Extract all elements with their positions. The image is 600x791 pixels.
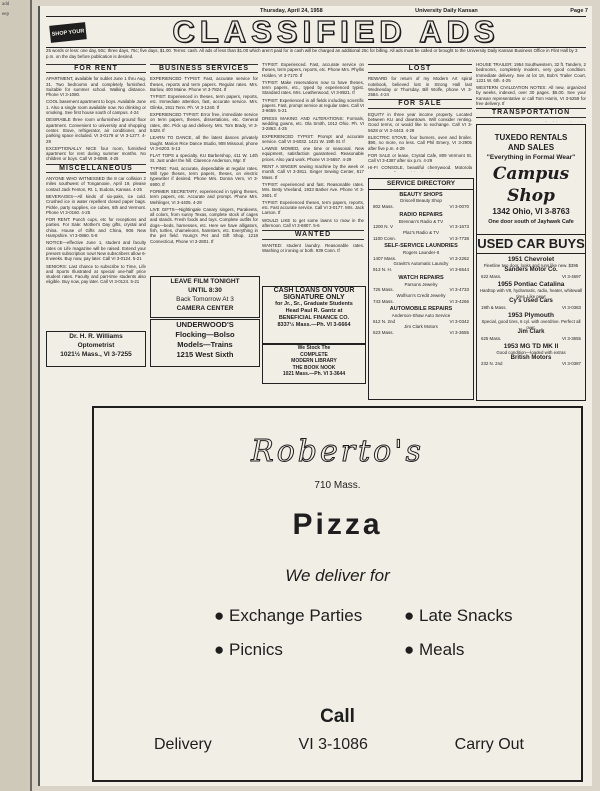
- car-model: 1951 Chevrolet: [507, 256, 555, 263]
- column-business-services: [150, 62, 258, 274]
- ad-line: Optometrist: [77, 342, 115, 349]
- ad-line: COMPLETE: [300, 351, 328, 358]
- ad: [476, 121, 586, 122]
- car-desc: Good condition—loaded with extras: [496, 349, 566, 355]
- directory-phone: VI 3-7738: [449, 235, 469, 241]
- car-dealer: Jim Clark: [517, 329, 545, 336]
- directory-phone: VI 3-0070: [449, 204, 469, 210]
- ad: LIVE GIFTS—Nightingale Canary singers, Parakeets, all colors, from sunny Texas, complete stock of cages and stands. Fresh foods and toys. Complete outfits for dogs—beds, harnesses, etc. Here we have alligators, fish, turtles, chameleons, hamsters, etc. Everything in the pet field. Young's Pet and Gift Shop, 1218 Connecticut, Phone VI 3-2801. tf: [150, 206, 258, 244]
- ad: DRESS MAKING AND ALTERATIONS: Formals, wedding gowns, etc. Ola Smith, 1012 Ohio. Ph. VI 3-2863. 4-25: [262, 115, 364, 132]
- ad: TYPIST: Experienced in theses, term papers, reports, etc. Immediate attention, fast, accurate service. Mrs. Glinka, 1911 Tenn. Ph. VI 3-1240. tf: [150, 94, 258, 110]
- dealer-row: [477, 361, 585, 367]
- directory-row: [369, 299, 473, 305]
- pizza-headline: Pizza: [292, 508, 383, 541]
- car-desc: Hardtop with V8, hydramatic, radio, heater, whitewall tires. Like new!: [479, 287, 583, 299]
- ad-line: UNTIL 8:30: [188, 287, 222, 294]
- ad: TYPIST: Experienced. Fast, accurate service on theses, term papers, reports, etc. Phone Mrs. Phyllis Holden, VI 3-7170. tf: [262, 62, 364, 78]
- shop-your-tag: SHOP YOUR: [49, 22, 87, 43]
- section-heading: MISCELLANEOUS: [46, 164, 146, 173]
- ad: FORMER SECRETARY, experienced in typing theses, term papers, etc. Accurate and prompt. Phone Mrs. Mehlinger, VI 3-4405. 4-29: [150, 188, 258, 205]
- robertos-pizza-ad: [92, 406, 583, 782]
- dealer-phone: VI 3-0387: [561, 361, 581, 367]
- directory-phone: VI 3-2262: [449, 255, 469, 261]
- ad: EXPERIENCED TYPIST: Prompt and accurate service. Call VI 3-6032. 1421 W. 19th St. tf: [262, 133, 364, 144]
- call-label: Call: [320, 706, 355, 727]
- ad-line: CAMERA CENTER: [176, 305, 234, 312]
- classified-banner: [46, 16, 586, 48]
- directory-phone: VI 3-6544: [449, 267, 469, 273]
- directory-name: Brennan's Radio & TV: [398, 218, 444, 224]
- dealer-addr: 19th & Mass.: [481, 304, 507, 310]
- directory-name: Anderson-Shaw Auto Service: [391, 313, 451, 319]
- optometrist-ad: [46, 331, 146, 367]
- directory-name: Parsons Jewelry: [404, 281, 438, 287]
- car-dealer: Sanders Motor Co.: [504, 267, 558, 274]
- ad: SENIORS: Last chance to subscribe to Time, Life and Sports Illustrated at special one-half price student rates. Faculty and part-time students also eligible. Buy now, pay later. Call VI 3-0124. 5-21: [46, 263, 146, 285]
- ad-line: Flocking—Bolso: [175, 330, 235, 339]
- ad: NOTICE—effective June 1, student and faculty rates on Life magazine will be raised. Extend your present subscription now! New subscribers allow 6-8 weeks. Buy now, pay later. Call VI 3-0124. 5-21: [46, 240, 146, 262]
- ad-line: Head Paul R. Gantz at: [285, 308, 343, 314]
- dealer-addr: 625 Mass.: [481, 335, 502, 341]
- directory-addr: 913 N. H.: [373, 267, 393, 273]
- ad: HOUSE TRAILER: 1954 Southwestern, 32 ft. Tandem, 2 bedrooms, completely modern, very good condition. Immediate delivery. See at lot 18, Bob's Trailer Court, 1221 W. 6th. 4-25: [476, 62, 586, 83]
- ad: REWARD for return of my Modern Art spiral notebook, believed lost in Strong Hall last Wednesday or Thursday. Bill Wolfe, phone VI 3-2584. 4-24: [368, 76, 472, 98]
- directory-row: [369, 236, 473, 242]
- bullet-icon: ●: [214, 640, 229, 659]
- ad-line: 8337½ Mass.—Ph. VI 3-6664: [277, 322, 351, 328]
- ad: FLAT TOPS a specialty. KU Barbershop, 411 W. 14th St. Just under the hill. Clarence Anderson, Mgr. tf: [150, 153, 258, 164]
- edge-text: eep: [2, 12, 9, 17]
- delivery-label: Delivery: [154, 736, 212, 753]
- ad: TYPIST: Experienced in all fields including scientific papers. Fast, prompt service at regular rates. Call VI 3-6659. 5-21: [262, 97, 364, 114]
- directory-phone: VI 3-0342: [449, 318, 469, 324]
- bullet-icon: ●: [214, 606, 229, 625]
- we-deliver-line: We deliver for: [285, 566, 390, 585]
- directory-name: Driscell Beauty Shop: [400, 198, 442, 204]
- ad: TYPIST: Make reservations now to have theses, term papers, etc., typed by experienced typist. Standard rates. Mrs. Leatherwood, VI 3-8921. tf: [262, 79, 364, 96]
- occasion-label: Late Snacks: [419, 606, 513, 625]
- directory-name: Plaz's Radio & TV: [402, 229, 440, 235]
- directory-name: Gravitt's Automatic Laundry: [393, 261, 449, 267]
- ad-line: Models—Trains: [177, 340, 233, 349]
- date: Thursday, April 24, 1958: [260, 8, 323, 14]
- ad-line: BENEFICIAL FINANCE CO.: [278, 315, 350, 321]
- ad-line: LEAVE FILM TONIGHT: [170, 278, 240, 285]
- ad: ELECTRIC STOVE, four burners, oven and broiler. $90, no more, no less. Call Phil Emery, VI 3-2905 after five p.m. 4-29: [368, 134, 472, 151]
- ad: EQUITY in three year income property. Located between KU and downtown. Will consider renting. Good terms, or would like to exchange. Call VI 3-5628 or VI 3-4443. 4-28: [368, 111, 472, 133]
- ad-line: for Jr., Sr., Graduate Students: [275, 301, 353, 307]
- used-car-heading: USED CAR BUYS: [477, 235, 585, 254]
- ad-line: UNDERWOOD'S: [176, 320, 234, 329]
- directory-name: Rogers Launder-It: [402, 250, 440, 256]
- bullet-icon: ●: [404, 640, 419, 659]
- dealer-row: [477, 274, 585, 280]
- ad: EXPERIENCED TYPIST: Error free, immediate service on term papers, theses, dissertations, etc. General rates, 40c. Pick up and delivery. Mrs. Tom Brady, VI 3-5428. tf: [150, 112, 258, 133]
- occasion-item: [214, 640, 404, 660]
- dealer-phone: VI 3-3655: [561, 335, 581, 341]
- column-five: [476, 62, 586, 122]
- ad-line: Back Tomorrow At 3: [176, 296, 234, 303]
- section-heading: TRANSPORTATION: [476, 108, 586, 117]
- ad-line: Dr. H. R. Williams: [69, 333, 123, 340]
- carry-out-label: Carry Out: [454, 736, 524, 753]
- directory-phone: VI 3-4266: [449, 298, 469, 304]
- directory-addr: 1100 Conn.: [373, 235, 396, 241]
- delivery-occasions: [214, 606, 534, 660]
- occasion-item: [214, 606, 404, 626]
- car-desc: Special, good tires, 6 cyl. with overdrive. Perfect all over.: [481, 318, 581, 330]
- ad: TYPIST: experienced and fast. Reasonable rates. Mrs. Betty Vreeland, 1933 Barker Ave. Phone VI 3-2601. tf: [262, 181, 364, 198]
- ad-line: 1021 Mass.—Ph. VI 3-3644: [282, 371, 346, 377]
- ad: COOL basement apartment to boys. Available June 1. Also a single room available now. No drinking or smoking. See first house south of campus. 4-24: [46, 99, 146, 116]
- edge-text: add: [2, 2, 10, 7]
- directory-addr: 725 Mass.: [373, 287, 394, 293]
- directory-section: AUTOMOBILE REPAIRS: [389, 306, 453, 313]
- book-nook-ad: [262, 344, 366, 384]
- directory-name: Jim Clark Motors: [404, 324, 438, 330]
- column-lost-for-sale: [368, 62, 472, 172]
- occasion-label: Meals: [419, 640, 465, 659]
- ad-line: THE BOOK NOOK: [292, 364, 336, 371]
- ad: DESIRABLE three room unfurnished ground floor apartment. Convenient to university and shopping center. Stove, refrigerator, air conditioner, and parking space included. VI 3-0179 or VI 3-1277. 4-29: [46, 117, 146, 144]
- pizza-phone: VI 3-1086: [298, 736, 368, 753]
- directory-section: WATCH REPAIRS: [398, 274, 444, 281]
- section-heading: FOR SALE: [368, 99, 472, 108]
- ad: LEARN TO DANCE, all the latest dances privately taught. Marion Rice Dance Studio, 908 Missouri, phone VI 3-6203. 5-13: [150, 135, 258, 151]
- robertos-logo: Roberto's: [251, 434, 424, 469]
- used-car-ad: [476, 234, 586, 401]
- campus-shop-logo: Campus Shop: [492, 164, 570, 206]
- section-heading: LOST: [368, 64, 472, 73]
- ad-line: SIGNATURE ONLY: [283, 294, 345, 301]
- directory-row: [369, 267, 473, 273]
- directory-row: [369, 330, 473, 336]
- ad: HI-FI CONSOLE, beautiful cherrywood. Motorola: [368, 165, 472, 171]
- rates-notice: 25 words or less: one day, 50c; three days, 75c; five days, $1.00. Terms: cash. All ads of less than $1.00 which aren't paid for in cash will be charged an additional 25c for billing. All ads must be called or brought to the University Daily Kansan Business Office in Flint Hall by 3 p.m. on the day before publication is desired.: [46, 48, 578, 59]
- newspaper-page: [38, 6, 592, 786]
- ad: APARTMENT, available for sublet June 1 thru Aug. 31. Two bedrooms and completely furnished. Suitable for summer school. Walking distance. Phone VI 3-1080.: [46, 76, 146, 98]
- ad-line: "Everything in Formal Wear": [486, 154, 576, 161]
- pizza-address: 710 Mass.: [314, 480, 361, 491]
- ad-line: TUXEDO RENTALS: [494, 133, 568, 142]
- directory-addr: 623 Mass.: [373, 330, 394, 336]
- ad: LAWNS MOWED, one time or seasonal. New equipment, satisfaction guaranteed. Reasonable prices. Also yard work. Phone VI 3-5657. 4-29: [262, 146, 364, 162]
- section-heading: WANTED: [262, 230, 364, 239]
- occasion-item: [404, 640, 534, 660]
- ad: TYPING: Fast, accurate, dependable at regular rates. Will type theses, term papers, theses, on electric typewriter if desired. Phone Mrs. Donna Vern, VI 3-6900. tf: [150, 165, 258, 187]
- car-desc: Fleetline two door, looks and runs like new. $395: [483, 262, 579, 268]
- section-heading: BUSINESS SERVICES: [150, 64, 258, 73]
- beneficial-finance-ad: [262, 286, 366, 344]
- ad: EXPERIENCED TYPIST: Fast, accurate service for theses, reports and term papers. Regular rates. Mrs. Barlow, 400 Maine. Phone VI 3-7824. tf: [150, 76, 258, 92]
- ad-line: 1342 Ohio, VI 3-8763: [492, 207, 570, 216]
- directory-row: [369, 204, 473, 210]
- dealer-phone: VI 3-4697: [561, 273, 581, 279]
- ad-line: We Stock The: [297, 345, 331, 351]
- dealer-addr: 232 N. 2nd: [481, 361, 503, 367]
- service-directory: [368, 178, 474, 400]
- directory-addr: 1407 Mass.: [373, 255, 397, 261]
- camera-center-ad: [150, 276, 260, 318]
- car-model: 1953 MG TD MK II: [503, 343, 559, 351]
- directory-addr: 1200 N. V: [373, 224, 394, 230]
- dealer-phone: VI 3-0383: [561, 304, 581, 310]
- column-for-rent: [46, 62, 146, 362]
- directory-addr: 743 Mass.: [373, 298, 394, 304]
- section-heading: FOR RENT: [46, 64, 146, 73]
- ad: RENT A SINGER sewing machine by the week or month. Call VI 3-3811. Singer Sewing Center, 817 Mass. tf: [262, 164, 364, 180]
- directory-phone: VI 3-3655: [449, 330, 469, 336]
- ad: WOULD LIKE to get some lawns to mow in the afternoon. Call VI 3-6807. 5-6: [262, 217, 364, 229]
- directory-section: BEAUTY SHOPS: [399, 191, 443, 198]
- pizza-bottom-line: [154, 736, 524, 754]
- ad: EXCEPTIONALLY NICE four room, furnished apartment for rent during summer months. No children or boys. Call VI 3-6088. 4-25: [46, 145, 146, 162]
- car-model: 1955 Pontiac Catalina: [497, 281, 565, 289]
- directory-addr: 612 N. 2nd: [373, 318, 396, 324]
- adjacent-page-edge: [0, 0, 32, 791]
- ad-line: MODERN LIBRARY: [291, 358, 337, 364]
- ad: FOR RENT: Punch cups, etc for receptions and parties. For Sale: Mother's Day gifts, crystal and china. House of Gifts and China, 906 New Hampshire. VI 3-0860. 5-8: [46, 217, 146, 239]
- tuxedo-ad: [476, 124, 586, 236]
- car-dealer: Cy's Used Cars: [509, 298, 553, 305]
- occasion-label: Exchange Parties: [229, 606, 363, 625]
- dealer-row: [477, 305, 585, 311]
- ad: BEVERAGES—All kinds of six-paks, ice cold. Crushed ice in water repellent closed paper bags. Pickle, party supplies, ice cubes, 6th and Vermont. Phone VI 3-0160. 4-25: [46, 193, 146, 215]
- directory-name: Wolfson's Credit Jewelry: [396, 292, 446, 298]
- car-dealer: British Motors: [510, 354, 552, 361]
- ad-line: One door south of Jayhawk Cafe: [488, 219, 574, 225]
- directory-phone: VI 3-4733: [449, 287, 469, 293]
- ad: ANYONE WHO WITNESSED the 8 car collision 2 miles southwest of Tonganoxie, April 19, please contact Jack Fenton, Rt. 1, Eudora, Kansas. 4-25: [46, 176, 146, 192]
- directory-section: SELF-SERVICE LAUNDRIES: [384, 243, 458, 250]
- car-model: 1953 Plymouth: [508, 312, 554, 320]
- directory-addr: 802 Mass.: [373, 204, 394, 210]
- ad-line: 1021½ Mass., VI 3-7255: [60, 351, 132, 358]
- bullet-icon: ●: [404, 606, 419, 625]
- underwoods-ad: [150, 319, 260, 367]
- ad: TYPIST: Experienced theses, term papers, reports, etc. Fast accurate service. Call VI 3-0177. Mrs. Jack Larson. tf: [262, 199, 364, 216]
- occasion-item: [404, 606, 534, 626]
- directory-phone: VI 3-1673: [449, 224, 469, 230]
- directory-section: RADIO REPAIRS: [399, 211, 443, 218]
- page-number: Page 7: [570, 8, 588, 14]
- occasion-label: Picnics: [229, 640, 283, 659]
- column-three: [262, 62, 364, 284]
- ad-line: CASH LOANS ON YOUR: [273, 287, 355, 294]
- ad: FOR SALE or lease, Crystal Cafe, 809 Vermont St. Call VI 3-4387 after six p.m. 4-29: [368, 152, 472, 164]
- dealer-row: [477, 336, 585, 342]
- dealer-addr: 622 Mass.: [481, 273, 502, 279]
- banner-title: CLASSIFIED ADS: [172, 14, 500, 49]
- ad: WANTED: student laundry. Reasonable rates. Washing or ironing or both. 939 Conn. tf: [262, 242, 364, 253]
- ad-line: AND SALES: [507, 143, 555, 152]
- ad: WESTERN CIVILIZATION NOTES: All new, organized by weeks, indexed, over 30 pages. $5.00. See your Kansan representative or call Tom Harris, VI 3-5259 for free delivery. tf: [476, 85, 586, 107]
- ad-line: 1215 West Sixth: [176, 350, 234, 359]
- paper-name: University Daily Kansan: [415, 8, 478, 14]
- directory-heading: SERVICE DIRECTORY: [369, 179, 473, 190]
